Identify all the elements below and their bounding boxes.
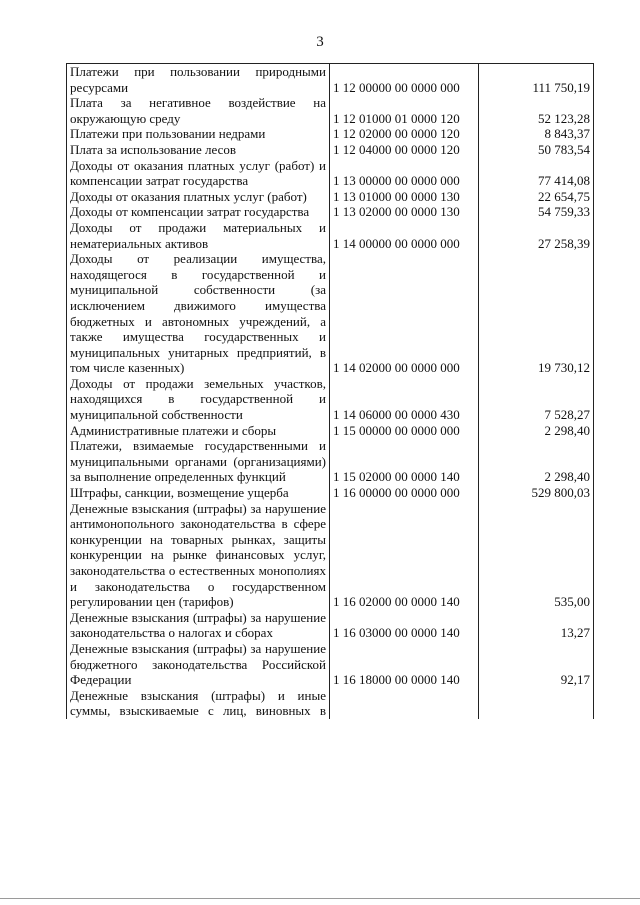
row-amount: 529 800,03 [479, 485, 594, 501]
row-code [329, 688, 478, 719]
row-amount: 27 258,39 [479, 220, 594, 251]
row-amount: 13,27 [479, 610, 594, 641]
row-name: Административные платежи и сборы [67, 423, 330, 439]
row-name: Денежные взыскания (штрафы) за нарушение бюджетного законодательства Российской Федерации [67, 641, 330, 688]
table-row [67, 142, 594, 158]
row-name: Доходы от продажи материальных и нематериальных активов [67, 220, 330, 251]
table-row [67, 95, 594, 126]
table-row [67, 438, 594, 485]
row-code: 1 13 01000 00 0000 130 [329, 189, 478, 205]
row-code: 1 14 00000 00 0000 000 [329, 220, 478, 251]
table-row [67, 189, 594, 205]
row-amount: 8 843,37 [479, 126, 594, 142]
row-amount: 2 298,40 [479, 438, 594, 485]
row-amount: 19 730,12 [479, 251, 594, 376]
row-name: Денежные взыскания (штрафы) за нарушение антимонопольного законодательства в сфере конкуренции на товарных рынках, защиты конкуренции на рынке финансовых услуг, законодательства о естественных монополиях и законодательства о государственном регулировании цен (тарифов) [67, 501, 330, 610]
row-name: Доходы от компенсации затрат государства [67, 204, 330, 220]
row-amount: 22 654,75 [479, 189, 594, 205]
row-code: 1 12 04000 00 0000 120 [329, 142, 478, 158]
row-amount: 50 783,54 [479, 142, 594, 158]
row-code: 1 14 06000 00 0000 430 [329, 376, 478, 423]
table-row [67, 610, 594, 641]
row-name: Платежи, взимаемые государственными и муниципальными органами (организациями) за выполнение определенных функций [67, 438, 330, 485]
row-amount: 54 759,33 [479, 204, 594, 220]
row-name: Денежные взыскания (штрафы) и иные суммы, взыскиваемые с лиц, виновных в [67, 688, 330, 719]
row-amount: 111 750,19 [479, 64, 594, 96]
table-row [67, 204, 594, 220]
row-name: Доходы от продажи земельных участков, находящихся в государственной и муниципальной собственности [67, 376, 330, 423]
row-name: Доходы от оказания платных услуг (работ) и компенсации затрат государства [67, 158, 330, 189]
row-code: 1 16 03000 00 0000 140 [329, 610, 478, 641]
table-row [67, 64, 594, 96]
row-name: Штрафы, санкции, возмещение ущерба [67, 485, 330, 501]
row-code: 1 16 18000 00 0000 140 [329, 641, 478, 688]
row-code: 1 12 02000 00 0000 120 [329, 126, 478, 142]
row-amount: 535,00 [479, 501, 594, 610]
row-code: 1 16 02000 00 0000 140 [329, 501, 478, 610]
table-row [67, 688, 594, 719]
table-row [67, 126, 594, 142]
row-code: 1 15 00000 00 0000 000 [329, 423, 478, 439]
table-row [67, 376, 594, 423]
row-code: 1 15 02000 00 0000 140 [329, 438, 478, 485]
row-name: Доходы от реализации имущества, находящегося в государственной и муниципальной собственности (за исключением движимого имущества бюджетных и автономных учреждений, а также имущества государственных и муниципальных унитарных предприятий, в том числе казенных) [67, 251, 330, 376]
row-code: 1 14 02000 00 0000 000 [329, 251, 478, 376]
row-name: Доходы от оказания платных услуг (работ) [67, 189, 330, 205]
row-amount [479, 688, 594, 719]
row-amount: 2 298,40 [479, 423, 594, 439]
row-name: Плата за негативное воздействие на окружающую среду [67, 95, 330, 126]
row-amount: 7 528,27 [479, 376, 594, 423]
row-amount: 92,17 [479, 641, 594, 688]
row-amount: 77 414,08 [479, 158, 594, 189]
row-amount: 52 123,28 [479, 95, 594, 126]
row-code: 1 13 00000 00 0000 000 [329, 158, 478, 189]
row-code: 1 16 00000 00 0000 000 [329, 485, 478, 501]
row-name: Плата за использование лесов [67, 142, 330, 158]
table-row [67, 485, 594, 501]
table-row [67, 423, 594, 439]
row-code: 1 12 01000 01 0000 120 [329, 95, 478, 126]
row-code: 1 13 02000 00 0000 130 [329, 204, 478, 220]
page-bottom-rule [0, 898, 640, 899]
row-name: Платежи при пользовании природными ресурсами [67, 64, 330, 96]
table-row [67, 220, 594, 251]
row-name: Платежи при пользовании недрами [67, 126, 330, 142]
table-row [67, 641, 594, 688]
row-code: 1 12 00000 00 0000 000 [329, 64, 478, 96]
table-row [67, 158, 594, 189]
table-row [67, 501, 594, 610]
table-row [67, 251, 594, 376]
page-number: 3 [316, 34, 324, 50]
revenue-table [66, 63, 594, 719]
row-name: Денежные взыскания (штрафы) за нарушение законодательства о налогах и сборах [67, 610, 330, 641]
